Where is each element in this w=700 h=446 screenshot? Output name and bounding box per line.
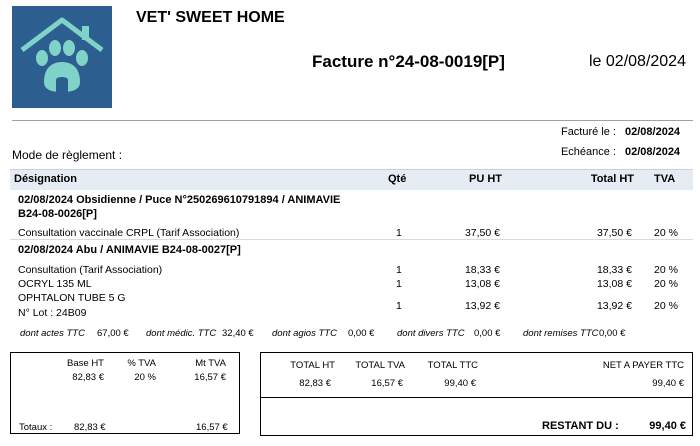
line-pu: 18,33 € [464, 264, 500, 276]
invoice-date: le 02/08/2024 [589, 53, 686, 70]
total-ttc-label: TOTAL TTC [427, 360, 478, 371]
vat-header-rate: % TVA [127, 358, 156, 369]
company-logo [12, 6, 112, 108]
breakdown-label: dont agios TTC [272, 328, 337, 339]
line-qty: 1 [396, 264, 402, 276]
line-designation: OPHTALON TUBE 5 G [18, 292, 126, 304]
header-divider [12, 120, 693, 121]
breakdown-value: 0,00 € [474, 328, 501, 339]
restant-du-value: 99,40 € [649, 420, 686, 432]
invoice-title: Facture n°24-08-0019[P] [312, 52, 505, 71]
vat-totals-base: 82,83 € [74, 422, 106, 433]
breakdown-value: 32,40 € [222, 328, 254, 339]
line-designation: Consultation vaccinale CRPL (Tarif Association) [18, 227, 240, 239]
breakdown-value: 67,00 € [97, 328, 129, 339]
line-pu: 37,50 € [464, 227, 500, 239]
house-paw-icon [12, 6, 112, 108]
line-total: 13,08 € [596, 278, 632, 290]
col-designation: Désignation [14, 173, 77, 185]
line-tva: 20 % [654, 227, 678, 239]
breakdown-label: dont actes TTC [20, 328, 85, 339]
billed-label: Facturé le : [560, 126, 616, 138]
restant-du-label: RESTANT DU : [542, 420, 619, 432]
group-title: 02/08/2024 Obsidienne / Puce N°250269610791894 / ANIMAVIE [18, 194, 341, 206]
col-qty: Qté [388, 173, 407, 185]
line-tva: 20 % [654, 264, 678, 276]
line-designation: Consultation (Tarif Association) [18, 264, 163, 276]
breakdown-label: dont remises TTC [523, 328, 599, 339]
breakdown-value: 0,00 € [599, 328, 626, 339]
line-total: 13,92 € [596, 300, 632, 312]
total-tva-label: TOTAL TVA [355, 360, 405, 371]
vat-totals-label: Totaux : [19, 422, 53, 433]
group-title-line2: B24-08-0026[P] [18, 208, 97, 220]
vat-header-base: Base HT [67, 358, 104, 369]
vat-header-amount: Mt TVA [195, 358, 226, 369]
col-tva: TVA [654, 173, 676, 185]
billed-value: 02/08/2024 [625, 126, 681, 138]
line-qty: 1 [396, 300, 402, 312]
group-divider [10, 239, 693, 240]
total-tva-value: 16,57 € [371, 378, 403, 389]
col-total-ht: Total HT [590, 173, 634, 185]
line-tva: 20 % [654, 278, 678, 290]
net-a-payer-value: 99,40 € [652, 378, 684, 389]
total-ht-label: TOTAL HT [290, 360, 335, 371]
col-pu-ht: PU HT [469, 173, 502, 185]
vat-rate-value: 20 % [134, 372, 156, 383]
vat-totals-amount: 16,57 € [196, 422, 228, 433]
line-qty: 1 [396, 227, 402, 239]
total-ht-value: 82,83 € [299, 378, 331, 389]
line-designation: OCRYL 135 ML [18, 278, 92, 290]
line-pu: 13,08 € [464, 278, 500, 290]
vat-base-value: 82,83 € [72, 372, 104, 383]
net-a-payer-label: NET A PAYER TTC [602, 360, 684, 371]
total-ttc-value: 99,40 € [444, 378, 476, 389]
company-name: VET' SWEET HOME [136, 9, 285, 26]
line-total: 37,50 € [596, 227, 632, 239]
breakdown-value: 0,00 € [348, 328, 375, 339]
due-value: 02/08/2024 [625, 146, 681, 158]
breakdown-label: dont divers TTC [397, 328, 465, 339]
totals-divider [261, 397, 692, 398]
breakdown-label: dont médic. TTC [146, 328, 217, 339]
line-tva: 20 % [654, 300, 678, 312]
group-title: 02/08/2024 Abu / ANIMAVIE B24-08-0027[P] [18, 244, 241, 256]
line-total: 18,33 € [596, 264, 632, 276]
line-qty: 1 [396, 278, 402, 290]
line-lot-number: N° Lot : 24B09 [18, 307, 87, 319]
line-pu: 13,92 € [464, 300, 500, 312]
due-label: Echéance : [560, 146, 616, 158]
vat-amount-value: 16,57 € [194, 372, 226, 383]
payment-mode-label: Mode de règlement : [12, 148, 123, 162]
